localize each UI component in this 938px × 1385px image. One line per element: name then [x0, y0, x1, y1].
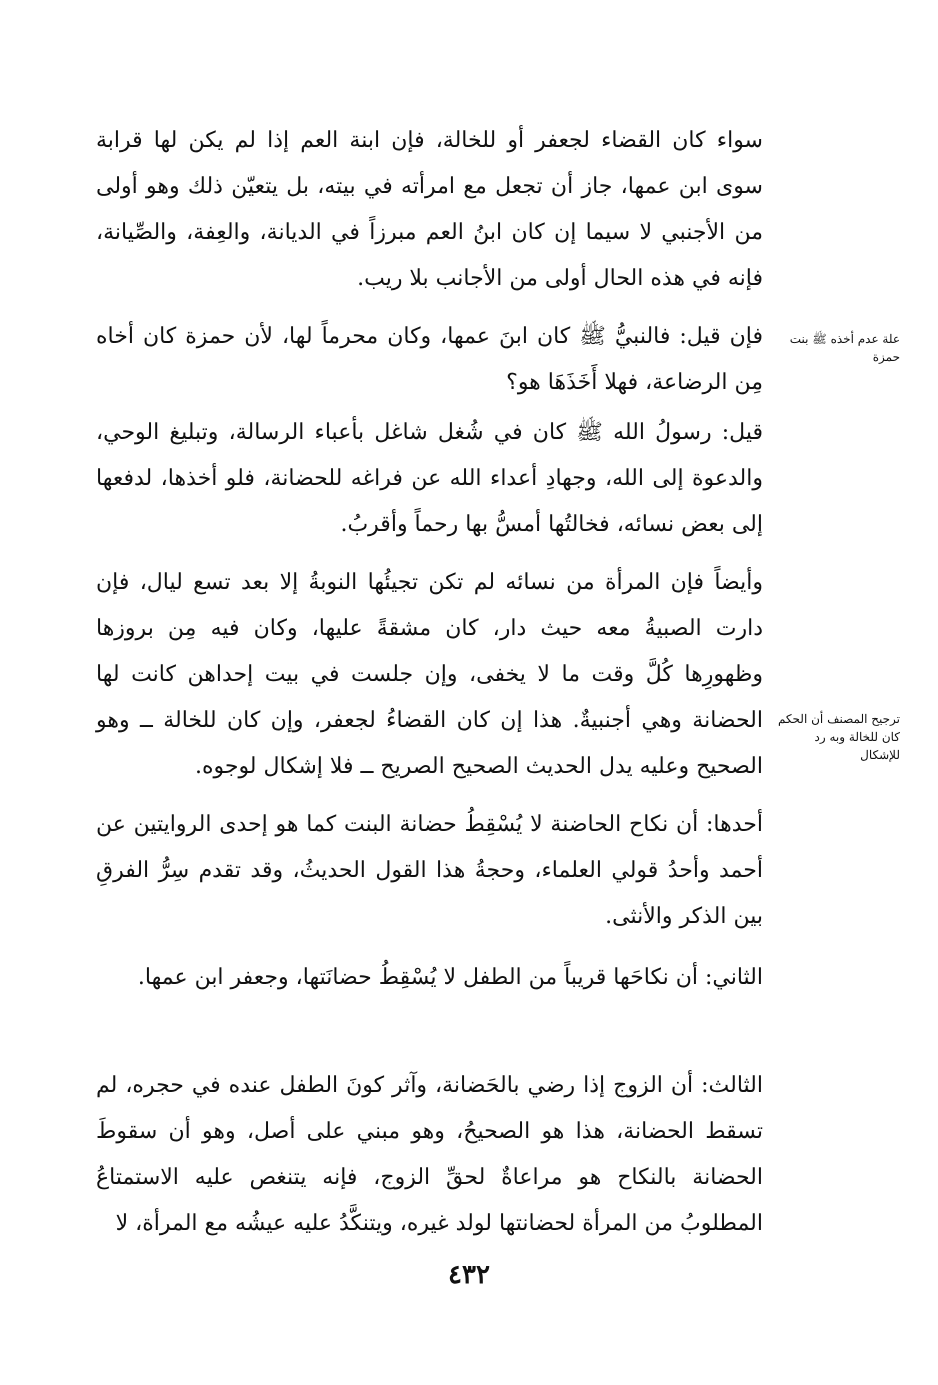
side-note-1: علة عدم أخذه ﷺ بنت حمزة [789, 332, 900, 364]
side-note-2: ترجيح المصنف أن الحكم كان للخالة وبه رد للإشكال [777, 712, 900, 762]
paragraph-1: سواء كان القضاء لجعفر أو للخالة، فإن ابنة العم إذا لم يكن لها قرابة سوى ابن عمها، جاز أن تجعل مع امرأته في بيته، بل يتعيّن ذلك وهو أولى من الأجنبي لا سيما إن كان ابنُ العم مبرزاً في الديانة، والعِفة، والصِّيانة، فإنه في هذه الحال أولى من الأجانب بلا ريب. [96, 128, 763, 291]
paragraph-7: الثالث: أن الزوج إذا رضي بالحَضانة، وآثر كونَ الطفل عنده في حجره، لم تسقط الحضانة، هذا هو الصحيحُ، وهو مبني على أصل، وهو أن سقوطَ الحضانة بالنكاح هو مراعاةٌ لحقِّ الزوج، فإنه يتنغص عليه الاستمتاعُ المطلوبُ من المرأة لحضانتها لولد غيره، ويتنكَّدُ عليه عيشُه مع المرأة، لا [96, 1073, 763, 1236]
paragraph-5: أحدها: أن نكاح الحاضنة لا يُسْقِطُ حضانة البنت كما هو إحدى الروايتين عن أحمد وأحدُ قولي العلماء، وحجةُ هذا القول الحديثُ، وقد تقدم سِرُّ الفرقِ بين الذكر والأنثى. [96, 812, 763, 929]
paragraph-2: فإن قيل: فالنبيُّ ﷺ كان ابنَ عمها، وكان محرماً لها، لأن حمزة كان أخاه مِن الرضاعة، فهلا أَخَذَهَا هو؟ [96, 324, 763, 395]
paragraph-3: قيل: رسولُ الله ﷺ كان في شُغل شاغل بأعباء الرسالة، وتبليغ الوحي، والدعوة إلى الله، وجهادِ أعداء الله عن فراغه للحضانة، فلو أخذها، لدفعها إلى بعض نسائه، فخالتُها أمسُّ بها رحماً وأقربُ. [96, 420, 763, 537]
paragraph-6: الثاني: أن نكاحَها قريباً من الطفل لا يُسْقِطُ حضانَتها، وجعفر ابن عمها. [137, 965, 763, 990]
paragraph-4: وأيضاً فإن المرأة من نسائه لم تكن تجيئُها النوبةُ إلا بعد تسع ليال، فإن دارت الصبيةُ معه حيث دار، كان مشقةً عليها، وكان فيه مِن بروزها وظهورِها كُلَّ وقت ما لا يخفى، وإن جلست في بيت إحداهن كانت لها الحضانة وهي أجنبيةٌ. هذا إن كان القضاءُ لجعفر، وإن كان للخالة ــ وهو الصحيح وعليه يدل الحديث الصحيح الصريح ــ فلا إشكال لوجوه. [96, 570, 763, 779]
page-number: ٤٣٢ [448, 1260, 490, 1290]
